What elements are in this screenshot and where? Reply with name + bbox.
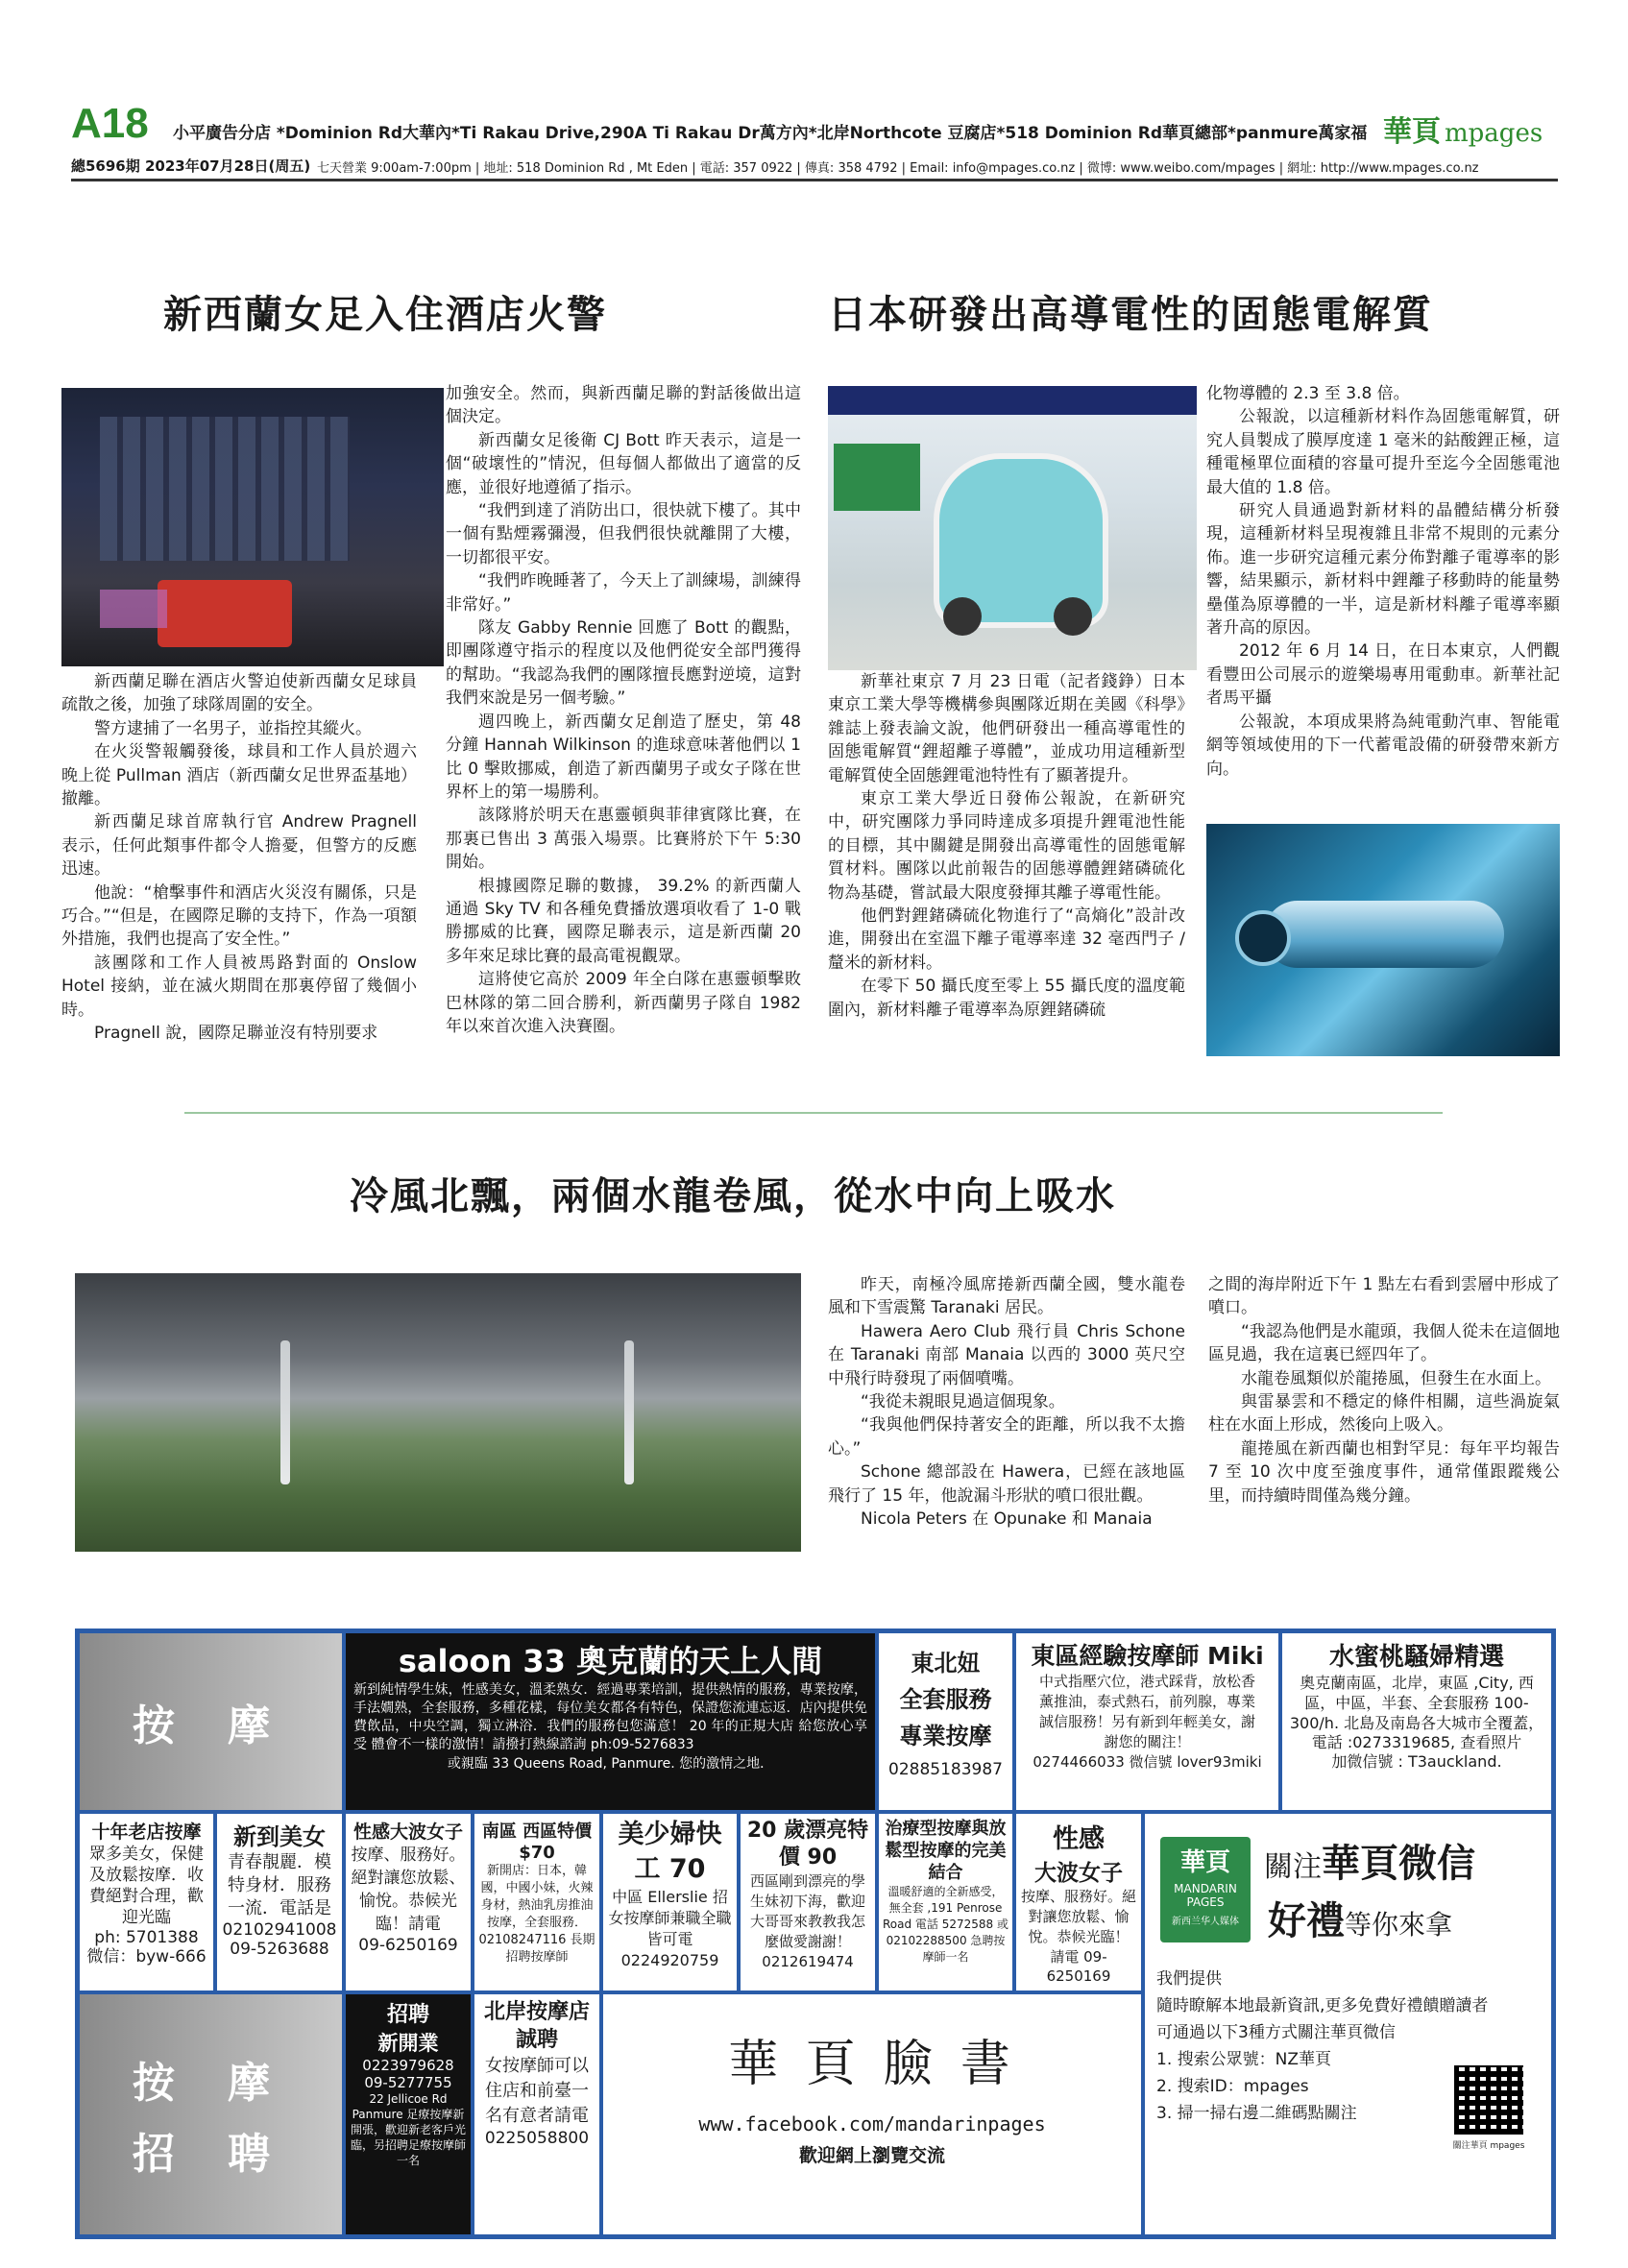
promo-text: 隨時瞭解本地最新資訊,更多免費好禮饋贈讀者 [1156, 1996, 1489, 2015]
ad-body: 中區 Ellerslie 招女按摩師兼職全職皆可電 0224920759 [608, 1888, 732, 1969]
ad-saloon33 [344, 1631, 877, 1812]
ad-title: 北岸按摩店誠聘 [483, 2000, 590, 2052]
ad-phone: 請電 09-6250169 [1046, 1948, 1111, 1985]
ad-title: 20 歲漂亮特價 90 [746, 1819, 869, 1870]
paragraph: 新西蘭足聯在酒店火警迫使新西蘭女足球員疏散之後，加強了球隊周圍的安全。 [61, 672, 417, 715]
ad-title: 性感大波女子 [352, 1822, 463, 1843]
ad-therapy [877, 1812, 1014, 1992]
article1-column2 [446, 382, 801, 1038]
ad-hiring-new [344, 1992, 473, 2236]
recruit-label-line1: 按 摩 [132, 2059, 290, 2108]
paragraph: 昨天，南極冷風席捲新西蘭全國，雙水龍卷風和下雪震驚 Taranaki 居民。 [828, 1275, 1185, 1318]
ad-body: 22 Jellicoe Rd Panmure 足療按摩新開張，歡迎新老客戶光臨，另招聘足療按摩師一名 [350, 2092, 466, 2167]
classified-ads [75, 1629, 1556, 2239]
ad-body: 眾多美女，保健及放鬆按摩．收費絕對合理，歡迎光臨 [89, 1845, 204, 1927]
ad-title: saloon 33 奧克蘭的天上人間 [398, 1643, 823, 1679]
ad-phone: 09-5263688 [230, 1940, 329, 1959]
paragraph: 新華社東京 7 月 23 日電（記者錢錚）日本東京工業大學等機構參與團隊近期在美國《科學》雜誌上發表論文說，他們研發出一種高導電性的固態電解質“鋰超離子導體”，並成功用這種新型電解質使全固態鋰電池特性有了顯著提升。 [828, 672, 1185, 785]
logo-cn: 華頁 [1179, 1848, 1230, 1877]
promo-details [1156, 1966, 1488, 2127]
ad-body: 女按摩師可以住店和前臺一名有意者請電 [485, 2056, 589, 2126]
ad-south-west [473, 1812, 601, 1992]
article2-column1 [828, 670, 1185, 1022]
ad-old-shop [78, 1812, 215, 1992]
waterspout-photo [75, 1273, 801, 1552]
ad-phone: 0225058800 [484, 2129, 590, 2148]
section-divider [184, 1112, 1443, 1114]
page-number: A18 [71, 100, 149, 147]
paragraph: 研究人員通過對新材料的晶體結構分析發現，這種新材料呈現複雜且非常不規則的元素分佈。進一步研究這種元素分佈對離子電導率的影響，結果顯示，新材料中鋰離子移動時的能量勢壘僅為原導體的一半，這是新材料離子電導率顯著升高的原因。 [1206, 501, 1560, 639]
paragraph: 他說：“槍擊事件和酒店火災沒有關係，只是巧合。”“但是，在國際足聯的支持下，作為一項額外措施，我們也提高了安全性。” [61, 882, 417, 950]
ad-address: 或親臨 33 Queens Road, Panmure. 您的激情之地． [447, 1756, 774, 1772]
promo-step: 1. 搜索公眾號：NZ華頁 [1156, 2050, 1331, 2069]
logo-en: MANDARIN PAGES [1174, 1882, 1237, 1909]
paragraph: 週四晚上，新西蘭女足創造了歷史，第 48 分鐘 Hannah Wilkinson 的進球意味著他們以 1 比 0 擊敗挪威，創造了新西蘭男子或女子隊在世界杯上的第一場勝利。 [446, 712, 801, 802]
paragraph: 在火災警報觸發後，球員和工作人員於週六晚上從 Pullman 酒店（新西蘭女足世界盃基地）撤離。 [61, 742, 417, 809]
ad-title: 南區 西區特價 $70 [481, 1822, 593, 1863]
facebook-title: 華 頁 臉 書 [728, 2036, 1016, 2093]
electric-car-photo [828, 386, 1197, 670]
ad-phone: 電話 :0273319685, 查看照片 [1311, 1733, 1522, 1751]
ad-title: 治療型按摩與放鬆型按摩的完美結合 [885, 1819, 1007, 1883]
ad-peach [1280, 1631, 1553, 1812]
ad-sexy-big [344, 1812, 473, 1992]
hotel-fire-photo [61, 388, 444, 666]
ad-body: 新開店：日本，韓國，中國小妹，火辣身材，熱油乳房推油按摩，全套服務．02108247116 長期招聘按摩師 [478, 1864, 595, 1965]
article3-column1 [828, 1273, 1185, 1531]
ad-title: 新到美女 [233, 1823, 326, 1850]
paragraph: “我們到達了消防出口，很快就下樓了。其中一個有點煙霧彌漫，但我們很快就離開了大樓，一切都很平安。 [446, 501, 801, 567]
ad-facebook [601, 1992, 1143, 2236]
ad-title: 美少婦快工 70 [618, 1820, 722, 1884]
branch-list: 小平廣告分店 *Dominion Rd大華內*Ti Rakau Drive,290A Ti Rakau Dr萬方內*北岸Northcote 豆腐店*518 Dominion Rd華頁總部*panmure萬家福 [173, 124, 1368, 143]
paragraph: 公報說，本項成果將為純電動汽車、智能電網等領域使用的下一代蓄電設備的研發帶來新方向。 [1206, 712, 1560, 779]
promo-line1 [1264, 1833, 1475, 1888]
issue-date: 總5696期 2023年07月28日(周五) [71, 157, 311, 175]
paragraph: 龍捲風在新西蘭也相對罕見：每年平均報告 7 至 10 次中度至強度事件，通常僅跟蹤幾公里，而持續時間僅為幾分鐘。 [1208, 1438, 1560, 1506]
paragraph: 水龍卷風類似於龍捲風，但發生在水面上。 [1241, 1368, 1551, 1388]
paragraph: “我們昨晚睡著了，今天上了訓練場，訓練得非常好。” [446, 571, 801, 615]
article1-headline: 新西蘭女足入住酒店火警 [163, 293, 607, 337]
ad-subtitle: 大波女子 [1034, 1861, 1123, 1886]
ad-body: 青春靚麗．模特身材．服務一流．電話是 [228, 1852, 331, 1918]
paragraph: 加強安全。然而，與新西蘭足聯的對話後做出這個決定。 [446, 384, 801, 427]
ad-title: 水蜜桃騷婦精選 [1328, 1643, 1504, 1672]
promo-text: 可通過以下3種方式關注華頁微信 [1156, 2023, 1396, 2042]
promo-step: 3. 掃一掃右邊二維碼點關注 [1156, 2104, 1357, 2123]
paragraph: 公報說，以這種新材料作為固態電解質，研究人員製成了膜厚度達 1 毫米的鈷酸鋰正極，這種電極單位面積的容量可提升至迄今全固態電池最大值的 1.8 倍。 [1206, 407, 1560, 497]
promo-text: 好禮 [1268, 1899, 1345, 1943]
promo-line2 [1268, 1891, 1452, 1945]
ad-title: 專業按摩 [899, 1723, 992, 1749]
massage-section-label [78, 1631, 344, 1812]
logo-cn: 華頁 [1383, 115, 1441, 149]
ad-phone: 0212619474 [762, 1953, 854, 1970]
ad-miki [1014, 1631, 1280, 1812]
recruit-section-label [78, 1992, 344, 2236]
ad-title: 性感 [1053, 1824, 1105, 1854]
ad-body: 西區剛到漂亮的學生妹初下海，歡迎大哥哥來教教我怎麼做愛謝謝！ [749, 1872, 865, 1950]
qr-caption: 關注華頁 mpages [1452, 2141, 1525, 2151]
battery-photo [1206, 824, 1560, 1056]
ad-title: 東北妞 [911, 1650, 981, 1677]
paragraph: “我與他們保持著安全的距離，所以我不太擔心。” [828, 1415, 1185, 1459]
facebook-url[interactable]: www.facebook.com/mandarinpages [698, 2112, 1046, 2135]
massage-label: 按 摩 [132, 1701, 290, 1750]
ad-title: 招聘 [386, 2003, 429, 2027]
article1-column1 [61, 670, 417, 1046]
paragraph: 化物導體的 2.3 至 3.8 倍。 [1206, 384, 1410, 403]
paragraph: Schone 總部設在 Hawera，已經在該地區飛行了 15 年，他說漏斗形狀的噴口很壯觀。 [828, 1462, 1185, 1506]
paragraph: 之間的海岸附近下午 1 點左右看到雲層中形成了噴口。 [1208, 1275, 1560, 1318]
mpages-logo [1383, 108, 1543, 150]
header-rule [71, 179, 1558, 181]
ad-body: 按摩、服務好。絕對讓您放鬆、愉悅。恭候光臨！ [1020, 1888, 1136, 1945]
paragraph: 該團隊和工作人員被馬路對面的 Onslow Hotel 接納，並在滅火期間在那裏停留了幾個小時。 [61, 953, 417, 1020]
wechat-promo [1143, 1812, 1553, 2236]
recruit-label-line2: 招 聘 [132, 2130, 290, 2179]
ad-dongbei [877, 1631, 1014, 1812]
ad-sexy2 [1014, 1812, 1143, 1992]
ad-body: 按摩、服務好。絕對讓您放鬆、愉悅。恭候光臨！請電 [351, 1846, 466, 1934]
ad-body: 奧克蘭南區，北岸，東區 ,City, 西區，中區，半套、全套服務 100-300/h. 北島及南島各大城市全覆蓋， [1289, 1674, 1544, 1732]
article3-headline: 冷風北飄，兩個水龍卷風，從水中向上吸水 [350, 1174, 1116, 1218]
ad-title: 東區經驗按摩師 Miki [1031, 1642, 1264, 1670]
paragraph: 與雷暴雲和不穩定的條件相關，這些渦旋氣柱在水面上形成，然後向上吸入。 [1208, 1392, 1560, 1436]
paragraph: 該隊將於明天在惠靈頓與菲律賓隊比賽，在那裏已售出 3 萬張入場票。比賽將於下午 5:30 開始。 [446, 806, 801, 873]
article2-column2 [1206, 382, 1560, 781]
facebook-tagline: 歡迎網上瀏覽交流 [798, 2145, 945, 2166]
paragraph: 2012 年 6 月 14 日，在日本東京，人們觀看豐田公司展示的遊樂場專用電動車。新華社記者馬平攝 [1206, 641, 1560, 709]
ad-north-shore [473, 1992, 601, 2236]
ad-young-wife [601, 1812, 739, 1992]
paragraph: 新西蘭女足後衛 CJ Bott 昨天表示，這是一個“破壞性的”情況，但每個人都做出了適當的反應，並很好地遵循了指示。 [446, 430, 801, 497]
ad-wechat: 加微信號 : T3auckland. [1331, 1752, 1502, 1771]
ad-body: 新到純情學生妹，性感美女，溫柔熟女．經過專業培訓，提供熱情的服務，專業按摩，手法嫺熟，全套服務，多種花樣，每位美女都各有特色，保證您流連忘返．店內提供免費飲品，中央空調，獨立淋浴．我們的服務包您滿意！ 20 年的正規大店 給您放心享受 體會不一樣的激情！請撥打熱線諮詢 ph:09-5276833 [353, 1682, 867, 1752]
logo-tag: 新西兰华人媒体 [1172, 1917, 1239, 1927]
paragraph: 根據國際足聯的數據， 39.2% 的新西蘭人通過 Sky TV 和各種免費播放選項收看了 1-0 戰勝挪威的比賽，國際足聯表示，這是新西蘭 20 多年來足球比賽的最高電視觀眾。 [446, 876, 801, 966]
paragraph: 東京工業大學近日發佈公報說，在新研究中，研究團隊力爭同時達成多項提升鋰電池性能的目標，其中關鍵是開發出高導電性的固態電解質材料。團隊以此前報告的固態導體鋰鍺磷硫化物為基礎，嘗試最大限度發揮其離子導電性能。 [828, 789, 1185, 903]
ad-phone: 02885183987 [888, 1760, 1003, 1779]
paragraph: 隊友 Gabby Rennie 回應了 Bott 的觀點，即團隊遵守指示的程度以及他們從安全部門獲得的幫助。“我認為我們的團隊擅長應對逆境，這對我們來說是另一個考驗。” [446, 618, 801, 709]
paragraph: Pragnell 說，國際足聯並沒有特別要求 [94, 1024, 378, 1044]
logo-en: mpages [1445, 119, 1543, 148]
paragraph: “我從未親眼見過這個現象。 [861, 1392, 1065, 1412]
promo-text: 等你來拿 [1345, 1909, 1453, 1941]
paragraph: Hawera Aero Club 飛行員 Chris Schone 在 Taranaki 南部 Manaia 以西的 3000 英尺空中飛行時發現了兩個噴嘴。 [828, 1321, 1185, 1388]
ad-wechat: 微信：byw-666 [86, 1947, 207, 1966]
promo-step: 2. 搜索ID：mpages [1156, 2077, 1309, 2096]
promo-text: 華頁微信 [1322, 1842, 1475, 1886]
ad-title: 十年老店按摩 [91, 1822, 202, 1843]
paragraph: 警方逮捕了一名男子，並指控其縱火。 [94, 718, 372, 738]
paragraph: “我認為他們是水龍頭，我個人從未在這個地區見過，我在這裏已經四年了。 [1208, 1321, 1560, 1365]
paragraph: 新西蘭足球首席執行官 Andrew Pragnell 表示，任何此類事件都令人擔憂，但警方的反應迅速。 [61, 812, 417, 880]
ad-phone: 0274466033 微信號 lover93miki [1033, 1753, 1262, 1771]
article3-column2 [1208, 1273, 1560, 1508]
contact-info: 七天營業 9:00am-7:00pm | 地址: 518 Dominion Rd , Mt Eden | 電話: 357 0922 | 傳真: 358 4792 | Email: info@mpages.co.nz | 微博: www.weibo.com/mpages | 網址: http://www.mpages.co.nz [317, 161, 1479, 176]
ad-new-beauty [215, 1812, 344, 1992]
ad-body: 中式指壓穴位，港式踩背，放松香薰推油，泰式熱石，前列腺，專業誠信服務！另有新到年輕美女，謝謝您的關注！ [1038, 1673, 1255, 1750]
ad-phone: ph: 5701388 [94, 1928, 199, 1947]
ad-phone: 09-6250169 [358, 1936, 458, 1955]
paragraph: 在零下 50 攝氏度至零上 55 攝氏度的溫度範圍內，新材料離子電導率為原鋰鍺磷硫 [828, 977, 1185, 1020]
promo-text: 我們提供 [1156, 1969, 1222, 1989]
ad-title: 全套服務 [899, 1686, 992, 1713]
paragraph: Nicola Peters 在 Opunake 和 Manaia [861, 1509, 1153, 1530]
mandarin-pages-logo [1160, 1837, 1251, 1942]
ad-phone: 0223979628 [362, 2057, 454, 2074]
qr-code-icon[interactable] [1454, 2065, 1523, 2135]
ad-twenty [739, 1812, 877, 1992]
article2-headline: 日本研發出高導電性的固態電解質 [828, 293, 1433, 337]
ad-subtitle: 新開業 [377, 2032, 439, 2055]
paragraph: 他們對鋰鍺磷硫化物進行了“高熵化”設計改進，開發出在室溫下離子電導率達 32 毫西門子 / 釐米的新材料。 [828, 906, 1185, 973]
ad-phone: 02102941008 [222, 1920, 337, 1940]
ad-phone: 09-5277755 [364, 2074, 452, 2091]
ad-body: 溫暖舒適的全新感受，無全套 ,191 Penrose Road 電話 5272588 或 02102288500 急聘按摩師一名 [883, 1885, 1008, 1964]
paragraph: 這將使它高於 2009 年全白隊在惠靈頓擊敗巴林隊的第二回合勝利，新西蘭男子隊自 1982 年以來首次進入決賽圈。 [446, 970, 801, 1036]
promo-text: 關注 [1264, 1850, 1322, 1884]
